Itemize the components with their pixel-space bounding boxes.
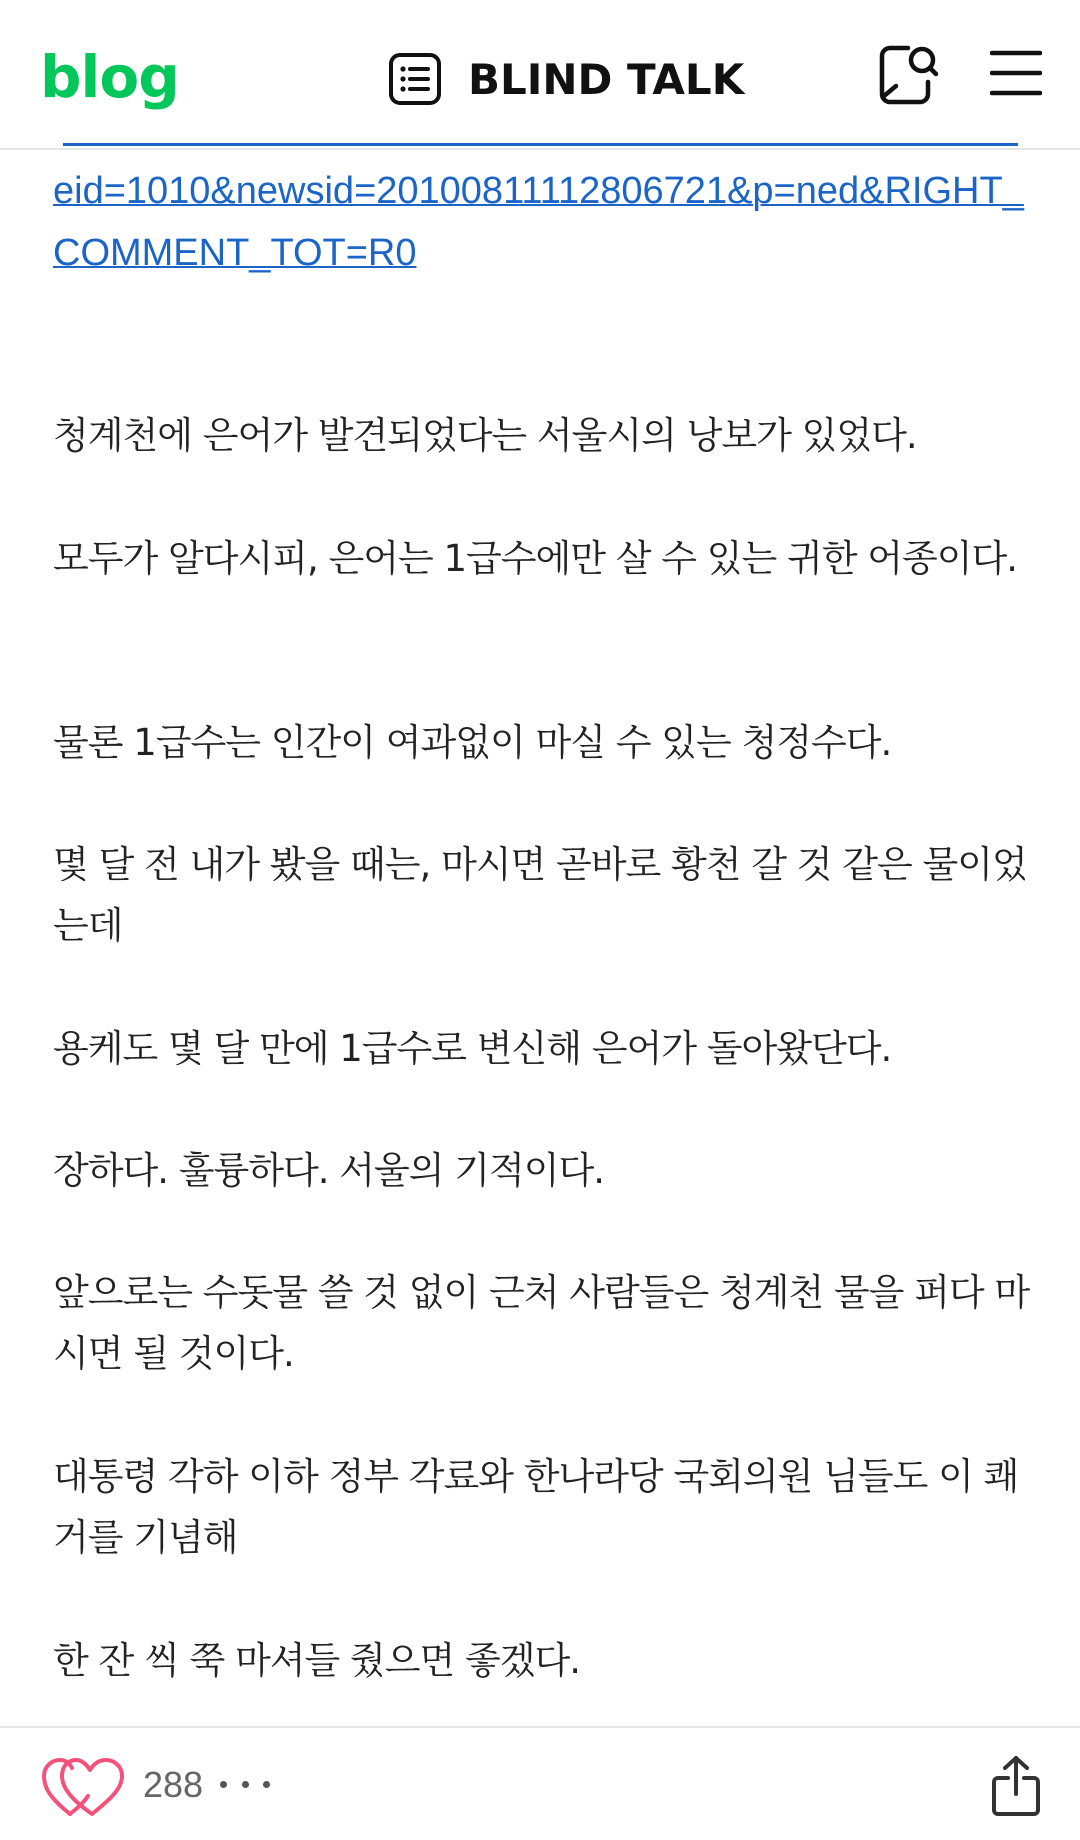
search-icon[interactable] bbox=[878, 42, 940, 106]
paragraph-2: 모두가 알다시피, 은어는 1급수에만 살 수 있는 귀한 어종이다. bbox=[53, 537, 1017, 580]
paragraph-1: 청계천에 은어가 발견되었다는 서울시의 낭보가 있었다. bbox=[53, 414, 917, 457]
paragraph-3: 물론 1급수는 인간이 여과없이 마실 수 있는 청정수다. bbox=[53, 721, 892, 764]
paragraph-4: 몇 달 전 내가 봤을 때는, 마시면 곧바로 황천 갈 것 같은 물이었는데 bbox=[53, 843, 1027, 947]
heart-icon[interactable] bbox=[40, 1756, 126, 1820]
paragraph-5: 용케도 몇 달 만에 1급수로 변신해 은어가 돌아왔단다. bbox=[53, 1027, 892, 1070]
paragraph-9: 한 잔 씩 쭉 마셔들 줬으면 좋겠다. bbox=[53, 1639, 580, 1682]
news-link[interactable]: eid=1010&newsid=20100811112806721&p=ned&RIGHT_COMMENT_TOT=R0 bbox=[53, 170, 1024, 274]
like-count: 288 bbox=[143, 1764, 204, 1805]
paragraph-7: 앞으로는 수돗물 쓸 것 없이 근처 사람들은 청계천 물을 퍼다 마시면 될 것이다. bbox=[53, 1271, 1030, 1375]
blog-title-button[interactable] bbox=[388, 44, 744, 114]
blog-logo[interactable] bbox=[40, 42, 179, 112]
paragraph-8: 대통령 각하 이하 정부 각료와 한나라당 국회의원 님들도 이 쾌거를 기념해 bbox=[53, 1455, 1019, 1559]
menu-icon[interactable] bbox=[990, 48, 1042, 98]
bottom-action-bar bbox=[0, 1726, 1080, 1840]
blog-title: BLIND TALK bbox=[468, 54, 745, 104]
list-icon bbox=[388, 52, 442, 106]
paragraph-6: 장하다. 훌륭하다. 서울의 기적이다. bbox=[53, 1149, 604, 1192]
share-icon[interactable] bbox=[990, 1754, 1042, 1818]
link-cut-line bbox=[53, 128, 1025, 150]
more-dots-icon[interactable] bbox=[220, 1764, 270, 1804]
blog-logo-text: blog bbox=[40, 43, 179, 111]
